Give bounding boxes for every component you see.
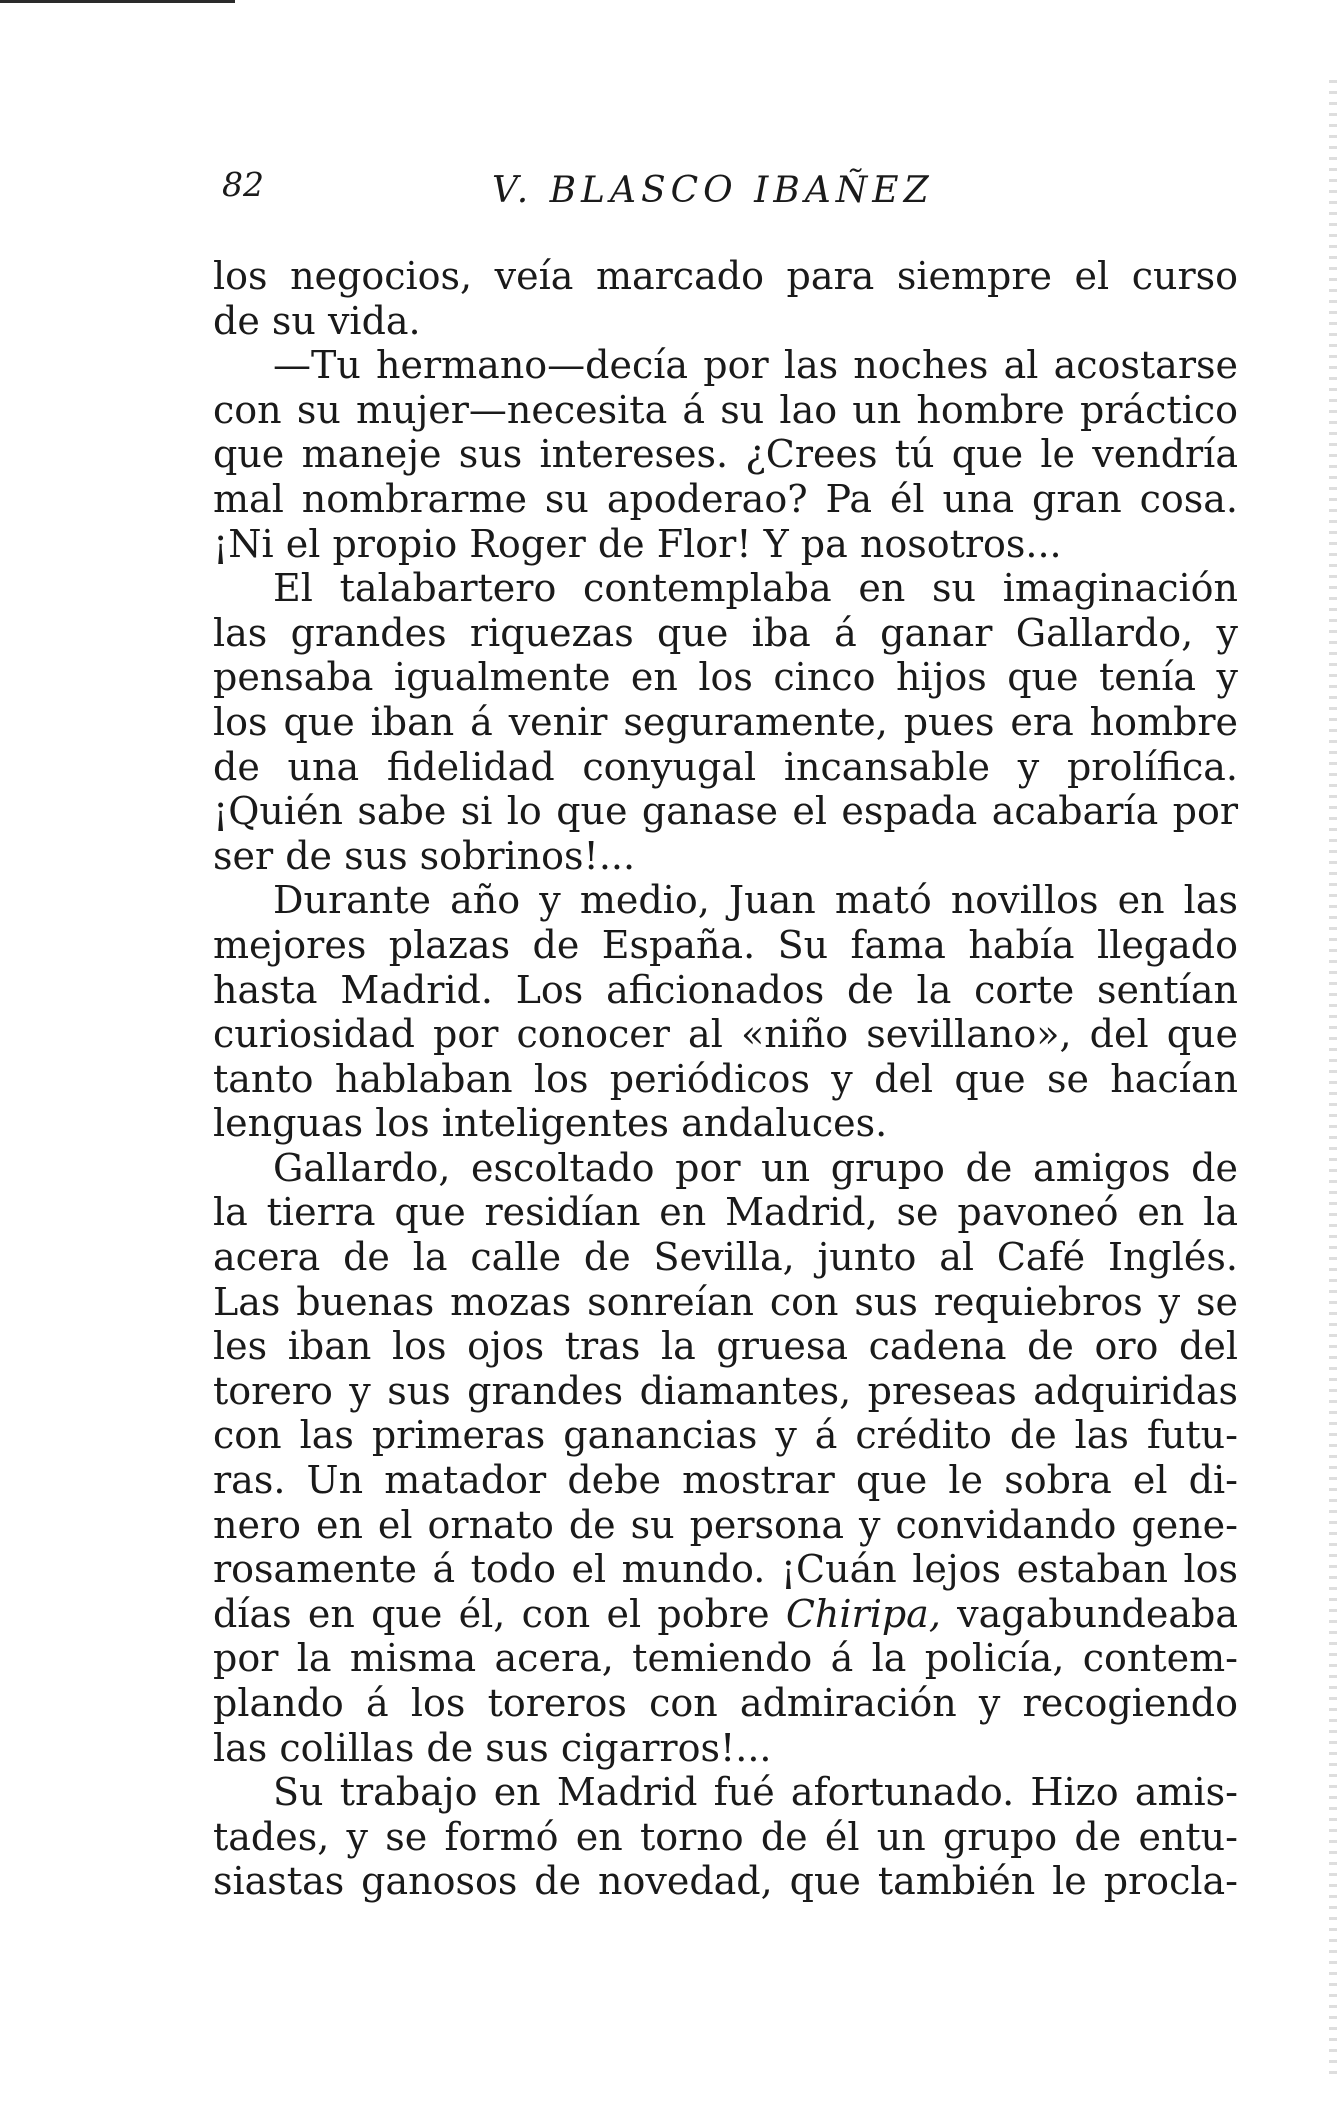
text-segment: días en que él, con el pobre [213, 1591, 786, 1636]
scan-edge-right [1329, 80, 1337, 2080]
text-line: con las primeras ganancias y á crédito de las futu- [213, 1413, 1238, 1458]
page-number: 82 [222, 165, 264, 204]
text-line: plando á los toreros con admiración y recogiendo [213, 1681, 1238, 1725]
text-line: Las buenas mozas sonreían con sus requiebros y se [213, 1279, 1238, 1324]
page-header [222, 165, 1237, 225]
text-line: siastas ganosos de novedad, que también le procla- [213, 1859, 1238, 1904]
text-line: mal nombrarme su apoderao? Pa él una gran cosa. [213, 476, 1238, 521]
text-line-with-italic [213, 1592, 1238, 1637]
text-line: Gallardo, escoltado por un grupo de amigos de [273, 1145, 1238, 1190]
text-line: les iban los ojos tras la gruesa cadena de oro del [213, 1324, 1238, 1369]
text-line: Su trabajo en Madrid fué afortunado. Hizo amis- [273, 1770, 1238, 1815]
text-line: Durante año y medio, Juan mató novillos en las [273, 878, 1238, 923]
text-line: acera de la calle de Sevilla, junto al Café Inglés. [213, 1235, 1238, 1280]
text-line: de una fidelidad conyugal incansable y prolífica. [213, 744, 1238, 789]
text-line: ¡Ni el propio Roger de Flor! Y pa nosotros... [213, 521, 1062, 566]
text-line: tades, y se formó en torno de él un grupo de entu- [213, 1814, 1238, 1859]
text-line: El talabartero contemplaba en su imaginación [273, 566, 1238, 611]
text-line: ser de sus sobrinos!... [213, 833, 636, 878]
text-line: torero y sus grandes diamantes, preseas adquiridas [213, 1368, 1238, 1413]
text-line: lenguas los inteligentes andaluces. [213, 1101, 888, 1146]
text-line: mejores plazas de España. Su fama había llegado [213, 922, 1238, 967]
text-line: ras. Un matador debe mostrar que le sobra el di- [213, 1458, 1238, 1503]
text-line: por la misma acera, temiendo á la policía, contem- [213, 1636, 1238, 1681]
text-line: pensaba igualmente en los cinco hijos que tenía y [213, 655, 1238, 700]
text-line: las grandes riquezas que iba á ganar Gallardo, y [213, 610, 1238, 655]
text-segment: vagabundeaba [940, 1591, 1238, 1636]
text-line: tanto hablaban los periódicos y del que se hacían [213, 1056, 1238, 1101]
text-line: los que iban á venir seguramente, pues era hombre [213, 699, 1238, 744]
text-line: —Tu hermano—decía por las noches al acostarse [273, 343, 1238, 388]
body-text [213, 254, 1238, 1904]
text-line: hasta Madrid. Los aficionados de la corte sentían [213, 967, 1238, 1012]
italic-name: Chiripa, [785, 1591, 941, 1636]
text-line: ¡Quién sabe si lo que ganase el espada acabaría por [213, 789, 1238, 834]
text-line: las colillas de sus cigarros!... [213, 1725, 772, 1770]
text-line: los negocios, veía marcado para siempre el curso [213, 254, 1238, 298]
running-head: V. BLASCO IBAÑEZ [492, 170, 934, 211]
text-line: que maneje sus intereses. ¿Crees tú que le vendría [213, 432, 1238, 477]
text-line: nero en el ornato de su persona y convidando gene- [213, 1502, 1238, 1547]
text-line: rosamente á todo el mundo. ¡Cuán lejos estaban los [213, 1547, 1238, 1592]
text-line: curiosidad por conocer al «niño sevillano», del que [213, 1012, 1238, 1057]
scan-edge-top [0, 0, 235, 3]
text-line: con su mujer—necesita á su lao un hombre práctico [213, 387, 1238, 432]
text-line: de su vida. [213, 298, 421, 343]
text-line: la tierra que residían en Madrid, se pavoneó en la [213, 1190, 1238, 1235]
